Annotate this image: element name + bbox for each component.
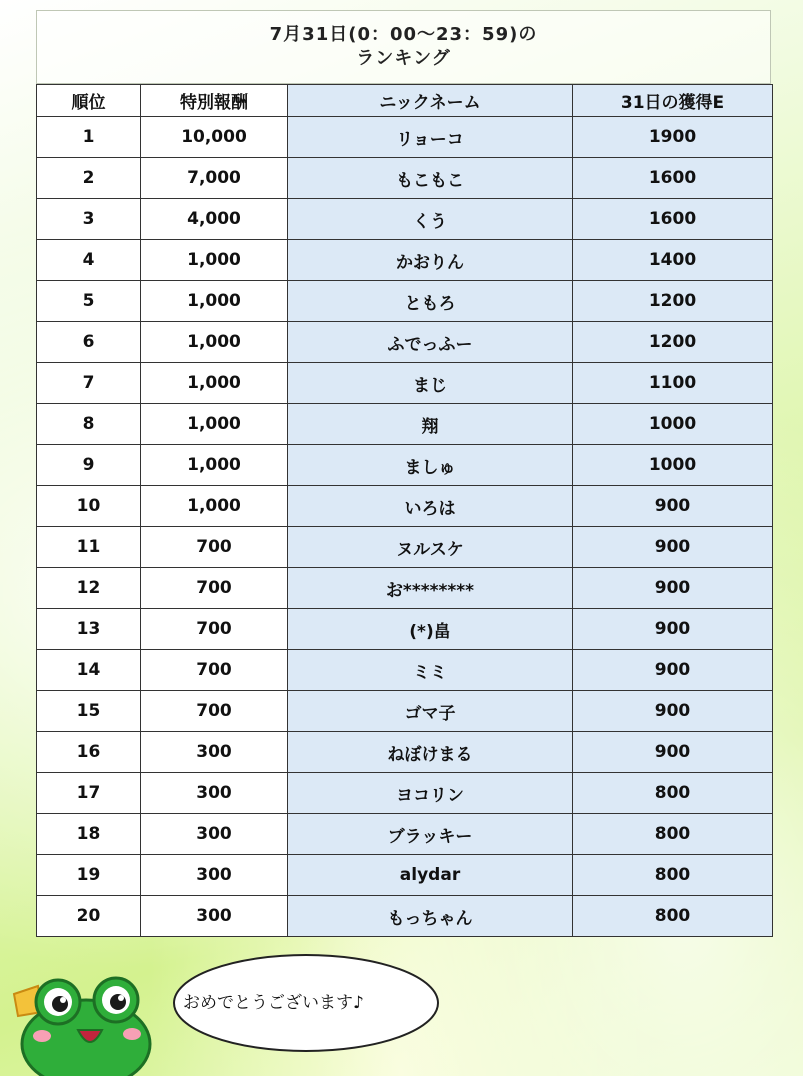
column-header-points: 31日の獲得E (573, 85, 773, 117)
points-cell: 900 (573, 609, 773, 650)
nickname-cell: ゴマ子 (288, 691, 573, 732)
table-row (37, 158, 773, 199)
points-cell: 1600 (573, 158, 773, 199)
points-cell: 900 (573, 650, 773, 691)
points-cell: 800 (573, 773, 773, 814)
points-cell: 900 (573, 691, 773, 732)
table-row (37, 527, 773, 568)
table-row (37, 732, 773, 773)
table-row (37, 773, 773, 814)
frog-mascot-icon (8, 972, 158, 1076)
nickname-cell: くう (288, 199, 573, 240)
points-cell: 1100 (573, 363, 773, 404)
table-row (37, 281, 773, 322)
points-cell: 800 (573, 814, 773, 855)
rank-cell: 4 (37, 240, 141, 281)
rank-cell: 10 (37, 486, 141, 527)
column-header-rank: 順位 (37, 85, 141, 117)
table-header-row (37, 85, 773, 117)
points-cell: 1200 (573, 281, 773, 322)
points-cell: 1000 (573, 445, 773, 486)
table-row (37, 855, 773, 896)
points-cell: 900 (573, 486, 773, 527)
table-row (37, 363, 773, 404)
points-cell: 900 (573, 568, 773, 609)
nickname-cell: ともろ (288, 281, 573, 322)
table-row (37, 609, 773, 650)
reward-cell: 1,000 (141, 281, 288, 322)
reward-cell: 700 (141, 650, 288, 691)
rank-cell: 16 (37, 732, 141, 773)
points-cell: 900 (573, 732, 773, 773)
rank-cell: 8 (37, 404, 141, 445)
points-cell: 1400 (573, 240, 773, 281)
nickname-cell: まじ (288, 363, 573, 404)
title-box (36, 10, 771, 84)
column-header-nickname: ニックネーム (288, 85, 573, 117)
ranking-table-body (37, 117, 773, 937)
nickname-cell: 翔 (288, 404, 573, 445)
points-cell: 900 (573, 527, 773, 568)
reward-cell: 1,000 (141, 445, 288, 486)
table-row (37, 486, 773, 527)
nickname-cell: ヨコリン (288, 773, 573, 814)
table-row (37, 199, 773, 240)
reward-cell: 1,000 (141, 363, 288, 404)
rank-cell: 20 (37, 896, 141, 937)
table-row (37, 240, 773, 281)
nickname-cell: ヌルスケ (288, 527, 573, 568)
nickname-cell: いろは (288, 486, 573, 527)
reward-cell: 1,000 (141, 240, 288, 281)
points-cell: 1600 (573, 199, 773, 240)
rank-cell: 3 (37, 199, 141, 240)
table-row (37, 568, 773, 609)
rank-cell: 13 (37, 609, 141, 650)
reward-cell: 7,000 (141, 158, 288, 199)
nickname-cell: かおりん (288, 240, 573, 281)
nickname-cell: ましゅ (288, 445, 573, 486)
column-header-reward: 特別報酬 (141, 85, 288, 117)
points-cell: 1200 (573, 322, 773, 363)
nickname-cell: ミミ (288, 650, 573, 691)
reward-cell: 1,000 (141, 404, 288, 445)
title-line-1: 7月31日(0：00～23：59)の (269, 24, 538, 45)
table-row (37, 322, 773, 363)
table-row (37, 691, 773, 732)
reward-cell: 300 (141, 814, 288, 855)
title-line-2: ランキング (356, 48, 451, 69)
table-row (37, 445, 773, 486)
reward-cell: 1,000 (141, 486, 288, 527)
nickname-cell: alydar (288, 855, 573, 896)
reward-cell: 700 (141, 527, 288, 568)
rank-cell: 1 (37, 117, 141, 158)
reward-cell: 1,000 (141, 322, 288, 363)
nickname-cell: (*)畠 (288, 609, 573, 650)
rank-cell: 19 (37, 855, 141, 896)
rank-cell: 7 (37, 363, 141, 404)
reward-cell: 300 (141, 855, 288, 896)
nickname-cell: リョーコ (288, 117, 573, 158)
table-row (37, 404, 773, 445)
reward-cell: 10,000 (141, 117, 288, 158)
nickname-cell: ブラッキー (288, 814, 573, 855)
nickname-cell: ねぼけまる (288, 732, 573, 773)
ranking-table (36, 84, 773, 937)
nickname-cell: もこもこ (288, 158, 573, 199)
rank-cell: 12 (37, 568, 141, 609)
points-cell: 800 (573, 855, 773, 896)
points-cell: 1000 (573, 404, 773, 445)
table-row (37, 650, 773, 691)
rank-cell: 2 (37, 158, 141, 199)
table-row (37, 117, 773, 158)
reward-cell: 700 (141, 691, 288, 732)
points-cell: 1900 (573, 117, 773, 158)
reward-cell: 700 (141, 609, 288, 650)
rank-cell: 6 (37, 322, 141, 363)
nickname-cell: お******** (288, 568, 573, 609)
table-row (37, 814, 773, 855)
rank-cell: 17 (37, 773, 141, 814)
table-row (37, 896, 773, 937)
rank-cell: 5 (37, 281, 141, 322)
reward-cell: 300 (141, 732, 288, 773)
ranking-sheet (36, 10, 771, 937)
congratulations-message: おめでとうございます♪ (183, 993, 364, 1013)
rank-cell: 14 (37, 650, 141, 691)
nickname-cell: もっちゃん (288, 896, 573, 937)
rank-cell: 9 (37, 445, 141, 486)
rank-cell: 18 (37, 814, 141, 855)
reward-cell: 700 (141, 568, 288, 609)
rank-cell: 11 (37, 527, 141, 568)
reward-cell: 4,000 (141, 199, 288, 240)
points-cell: 800 (573, 896, 773, 937)
reward-cell: 300 (141, 896, 288, 937)
reward-cell: 300 (141, 773, 288, 814)
nickname-cell: ふでっふー (288, 322, 573, 363)
rank-cell: 15 (37, 691, 141, 732)
